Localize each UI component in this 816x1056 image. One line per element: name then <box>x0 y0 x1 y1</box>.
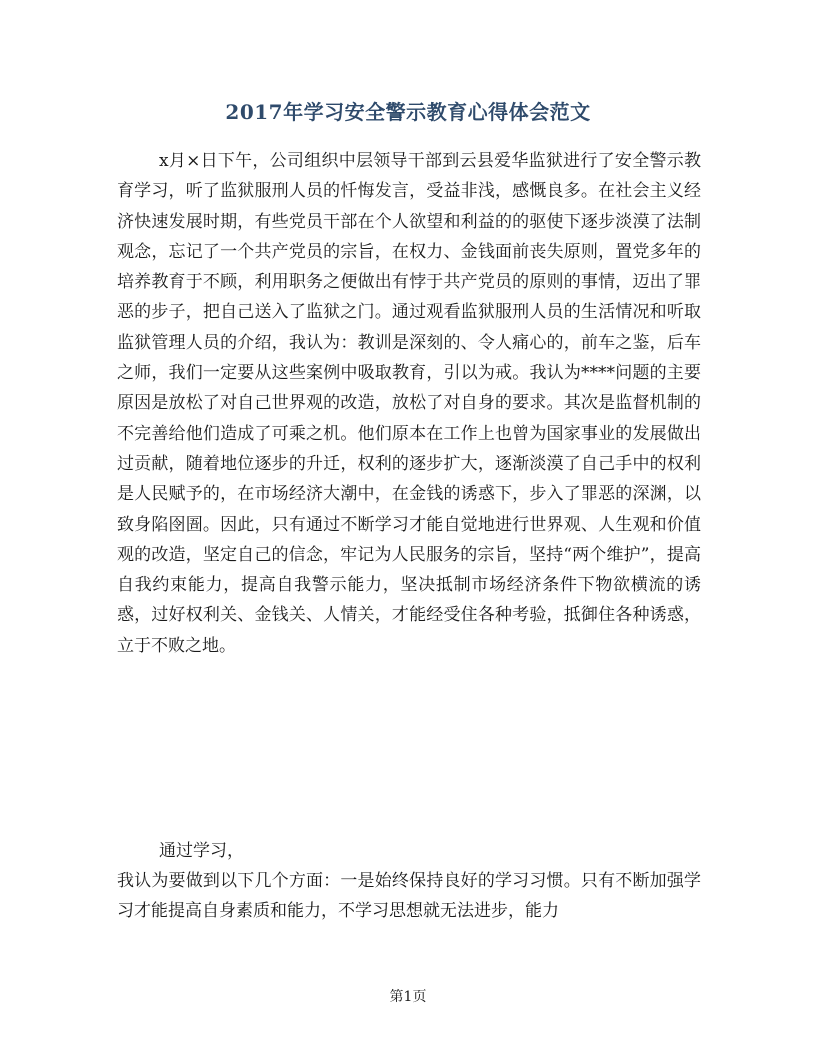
body-paragraph: 通过学习， <box>159 841 244 861</box>
document-title: 2017年学习安全警示教育心得体会范文 <box>225 100 591 124</box>
body-paragraph: x月×日下午，公司组织中层领导干部到云县爱华监狱进行了安全警示教育学习，听了监狱服刑人员的忏悔发言，受益非浅，感慨良多。在社会主义经济快速发展时期，有些党员干部在个人欲望和利益的的驱使下逐步淡漠了法制观念，忘记了一个共产党员的宗旨，在权力、金钱面前丧失原则，置党多年的培养教育于不顾，利用职务之便做出有悖于共产党员的原则的事情，迈出了罪恶的步子，把自己送入了监狱之门。通过观看监狱服刑人员的生活情况和听取监狱管理人员的介绍，我认为：教训是深刻的、令人痛心的，前车之鉴，后车之师，我们一定要从这些案例中吸取教育，引以为戒。我认为****问题的主要原因是放松了对自己世界观的改造，放松了对自身的要求。其次是监督机制的不完善给他们造成了可乘之机。他们原本在工作上也曾为国家事业的发展做出过贡献，随着地位逐步的升迁，权利的逐步扩大，逐渐淡漠了自己手中的权利是人民赋予的，在市场经济大潮中，在金钱的诱惑下，步入了罪恶的深渊，以致身陷囹圄。因此，只有通过不断学习才能自觉地进行世界观、人生观和价值观的改造，坚定自己的信念，牢记为人民服务的宗旨，坚持“两个维护”，提高自我约束能力，提高自我警示能力，坚决抵制市场经济条件下物欲横流的诱惑，过好权利关、金钱关、人情关，才能经受住各种考验，抵御住各种诱惑，立于不败之地。 <box>117 151 701 656</box>
body-paragraph: 我认为要做到以下几个方面：一是始终保持良好的学习习惯。只有不断加强学习才能提高自身素质和能力，不学习思想就无法进步，能力 <box>117 871 701 922</box>
page-number: 第1页 <box>389 989 427 1005</box>
